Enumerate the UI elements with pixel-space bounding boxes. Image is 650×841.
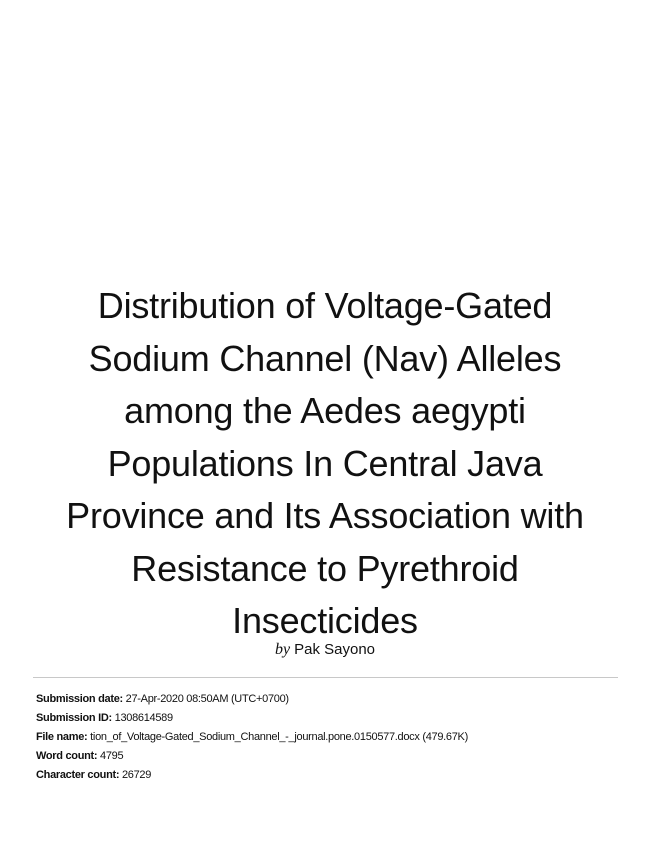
title-line: among the Aedes aegypti (124, 390, 526, 431)
divider (33, 677, 618, 678)
file-name-row (36, 728, 468, 747)
submission-metadata (36, 690, 468, 785)
submission-id-label: Submission ID: (36, 712, 112, 724)
word-count-row (36, 747, 468, 766)
character-count-value: 26729 (121, 769, 152, 781)
submission-id-value: 1308614589 (114, 712, 173, 724)
character-count-label: Character count: (36, 769, 120, 781)
byline-by: by (275, 641, 291, 658)
word-count-value: 4795 (100, 750, 124, 762)
submission-date-label: Submission date: (36, 693, 123, 705)
title-line: Resistance to Pyrethroid (131, 547, 519, 589)
author-name: Pak Sayono (294, 641, 375, 658)
character-count-row (36, 766, 468, 785)
document-title (20, 280, 630, 648)
file-name-label: File name: (36, 731, 88, 743)
submission-date-row (36, 690, 468, 709)
title-line: Insecticides (232, 600, 418, 641)
submission-id-row (36, 709, 468, 728)
submission-date-value: 27-Apr-2020 08:50AM (UTC+0700) (125, 693, 289, 705)
title-line: Sodium Channel (Nav) Alleles (88, 337, 562, 379)
word-count-label: Word count: (36, 750, 98, 762)
file-name-value: tion_of_Voltage-Gated_Sodium_Channel_-_journal.pone.0150577.docx (479.67K) (90, 731, 468, 743)
title-line: Province and Its Association with (66, 495, 584, 536)
title-line: Populations In Central Java (107, 442, 543, 484)
byline (0, 641, 650, 659)
title-line: Distribution of Voltage-Gated (97, 285, 553, 326)
